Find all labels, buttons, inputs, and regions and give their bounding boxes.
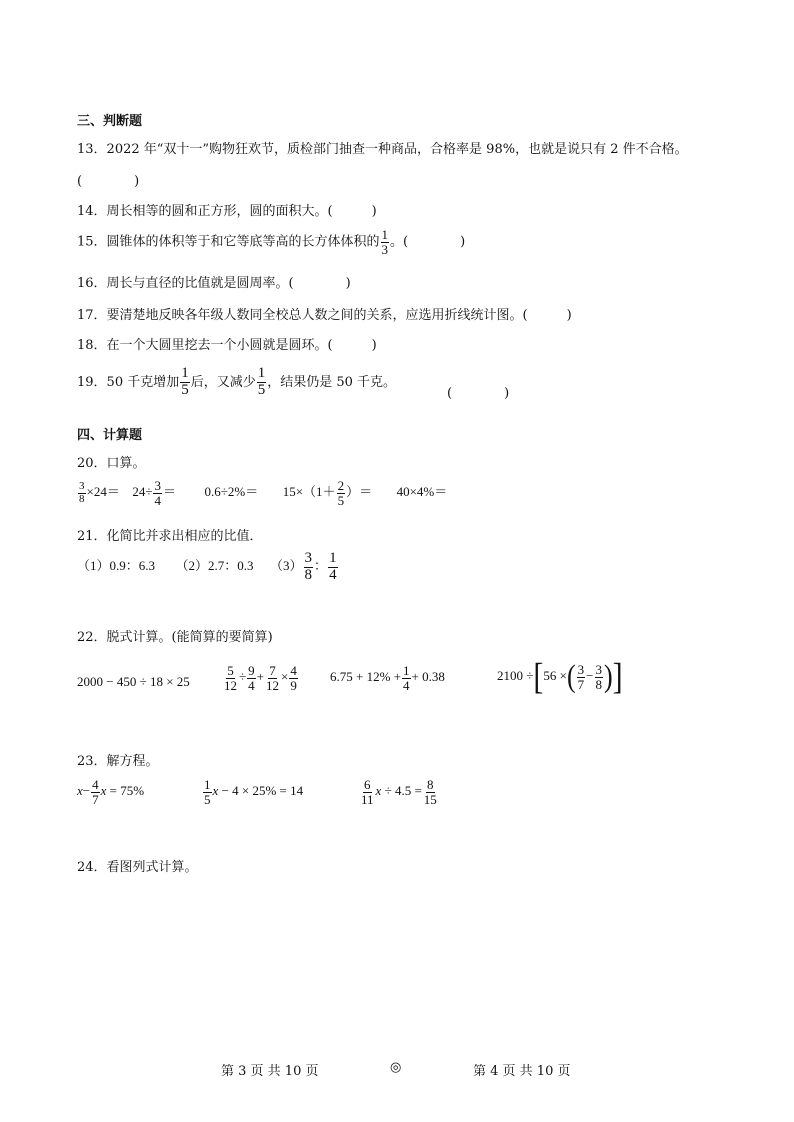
expr-text: 24÷: [132, 484, 153, 500]
q20-expr-5: 40×4%＝: [396, 484, 448, 500]
question-15-text: 15．圆锥体的体积等于和它等底等高的长方体体积的: [77, 234, 380, 250]
fraction-numerator: 1: [257, 365, 266, 381]
fraction: [595, 663, 604, 691]
fraction-denominator: 8: [595, 676, 602, 692]
fraction-numerator: 3: [79, 480, 85, 493]
expr-text: ÷ 4.5 =: [381, 783, 422, 799]
fraction-denominator: 9: [290, 677, 297, 693]
question-19-text-1: 19．50 千克增加: [77, 374, 180, 390]
question-24-label: 24．看图列式计算。: [77, 860, 198, 875]
fraction-denominator: 4: [329, 566, 337, 583]
fraction-denominator: 8: [79, 492, 85, 505]
question-19-text-2: 后，又减少: [190, 374, 256, 390]
question-15: [77, 228, 465, 256]
fraction: [289, 664, 298, 692]
fraction-numerator: 1: [381, 227, 389, 242]
fraction: [203, 778, 212, 806]
bracket-left: [: [533, 655, 544, 697]
fraction-numerator: 3: [304, 550, 313, 566]
fraction-denominator: 5: [337, 492, 345, 508]
expr-text: − 4 × 25% = 14: [218, 783, 304, 799]
q22-expr-3: [330, 664, 445, 692]
question-19-text-3: ，结果仍是 50 千克。: [267, 374, 397, 390]
expr-text: ×24＝: [86, 484, 120, 500]
expr-text: 56 ×: [543, 667, 567, 683]
q21-part-1: （1）0.9：6.3: [77, 558, 156, 574]
fraction-one-third: [381, 228, 390, 256]
expr-text: = 75%: [106, 783, 145, 799]
fraction-numerator: 1: [329, 550, 337, 566]
fraction: [247, 664, 256, 692]
expr-text: 6.75 + 12% +: [330, 669, 401, 685]
fraction: [328, 551, 338, 584]
fraction-numerator: 2: [337, 478, 345, 493]
q22-expr-1: 2000 − 450 ÷ 18 × 25: [77, 674, 190, 689]
fraction: [153, 479, 162, 507]
fraction-numerator: 1: [403, 663, 410, 678]
fraction-denominator: 15: [423, 791, 437, 807]
fraction-denominator: 4: [248, 677, 255, 693]
question-19: [77, 366, 396, 399]
fraction: [304, 551, 314, 584]
expr-text: 15×（1＋: [282, 484, 336, 500]
fraction: [402, 664, 411, 692]
fraction-numerator: 6: [364, 777, 371, 792]
fraction: [337, 479, 346, 507]
fraction-one-fifth-b: [257, 366, 267, 399]
fraction: [360, 778, 375, 806]
footer-page-left: 第 3 页 共 10 页: [221, 1064, 319, 1079]
expr-text: ：: [314, 558, 328, 574]
fraction: [78, 481, 86, 505]
fraction-denominator: 5: [204, 791, 211, 807]
question-20-label: 20．口算。: [77, 456, 146, 471]
operator: ×: [280, 669, 289, 685]
paren-left: (: [566, 659, 576, 694]
fraction-denominator: 8: [304, 566, 313, 583]
fraction-denominator: 3: [381, 241, 389, 257]
question-21-parts: [77, 551, 339, 584]
q23-equation-2: [202, 778, 303, 806]
q20-expr-3: 0.6÷2%＝: [204, 484, 259, 500]
fraction-numerator: 7: [269, 663, 276, 678]
fraction: [265, 664, 280, 692]
fraction-numerator: 3: [577, 661, 585, 677]
operator: ÷: [239, 669, 247, 685]
fraction-denominator: 4: [403, 677, 410, 693]
question-21-label: 21．化简比并求出相应的比值．: [77, 529, 263, 544]
fraction: [577, 663, 586, 691]
fraction-numerator: 8: [427, 777, 434, 792]
fraction-numerator: 4: [290, 663, 297, 678]
q20-expr-2: [132, 478, 176, 508]
q22-expr-4: [497, 655, 623, 697]
question-16: 16．周长与直径的比值就是圆周率。( ): [77, 276, 351, 291]
q20-expr-4: [282, 478, 373, 508]
q21-part-2: （2）2.7：0.3: [175, 558, 254, 574]
question-13-answer-paren: ( ): [77, 174, 140, 189]
fraction: [423, 778, 438, 806]
variable: x: [375, 783, 382, 799]
fraction-numerator: 9: [248, 663, 255, 678]
operator: −: [586, 667, 594, 683]
footer-center-mark: ◎: [390, 1060, 402, 1075]
question-23-label: 23．解方程。: [77, 754, 159, 769]
q22-expr-2: [222, 664, 299, 692]
fraction-numerator: 3: [595, 661, 602, 677]
expr-text: + 0.38: [411, 669, 445, 685]
variable: x: [77, 783, 83, 799]
fraction-denominator: 12: [224, 677, 237, 693]
variable: x: [100, 783, 107, 799]
expr-text: ）＝: [346, 484, 373, 500]
fraction-denominator: 4: [154, 492, 161, 508]
section-4-title: 四、计算题: [77, 428, 143, 443]
expr-text: （3）: [270, 558, 303, 574]
question-13-line-1: 13．2022 年“双十一”购物狂欢节，质检部门抽查一种商品，合格率是 98%，也就是说只有 2 件不合格。: [77, 142, 688, 157]
fraction-denominator: 11: [361, 791, 374, 807]
q23-equation-3: [359, 778, 439, 806]
fraction-one-fifth-a: [180, 366, 190, 399]
fraction-numerator: 4: [92, 777, 99, 792]
bracket-right: ]: [612, 655, 623, 697]
q21-part-3: [270, 550, 339, 583]
q23-equation-1: [77, 778, 144, 806]
question-14: 14．周长相等的圆和正方形，圆的面积大。( ): [77, 204, 377, 219]
expr-text: 2100 ÷: [497, 667, 534, 683]
question-18: 18．在一个大圆里挖去一个小圆就是圆环。( ): [77, 338, 377, 353]
question-20-expressions: [77, 479, 447, 507]
operator: −: [82, 783, 91, 799]
operator: +: [256, 669, 264, 685]
variable: x: [212, 783, 219, 799]
fraction-denominator: 5: [257, 381, 266, 398]
footer-page-right: 第 4 页 共 10 页: [473, 1064, 571, 1079]
fraction-denominator: 5: [181, 381, 189, 398]
fraction-numerator: 5: [227, 663, 234, 678]
fraction: [223, 664, 238, 692]
question-19-answer-paren: ( ): [447, 386, 510, 401]
fraction-denominator: 7: [92, 791, 99, 807]
question-22-label: 22．脱式计算。(能简算的要简算): [77, 630, 273, 645]
fraction: [91, 778, 100, 806]
question-15-paren: 。( ): [390, 234, 466, 250]
expr-text: ＝: [162, 484, 176, 500]
fraction-numerator: 1: [204, 777, 211, 792]
q20-expr-1: [77, 480, 120, 505]
question-17: 17．要清楚地反映各年级人数同全校总人数之间的关系，应选用折线统计图。( ): [77, 308, 572, 323]
paren-right: ): [604, 659, 613, 694]
section-3-title: 三、判断题: [77, 114, 143, 129]
fraction-denominator: 7: [577, 676, 585, 692]
fraction-numerator: 1: [181, 365, 189, 381]
fraction-numerator: 3: [154, 478, 161, 493]
fraction-denominator: 12: [265, 677, 279, 693]
